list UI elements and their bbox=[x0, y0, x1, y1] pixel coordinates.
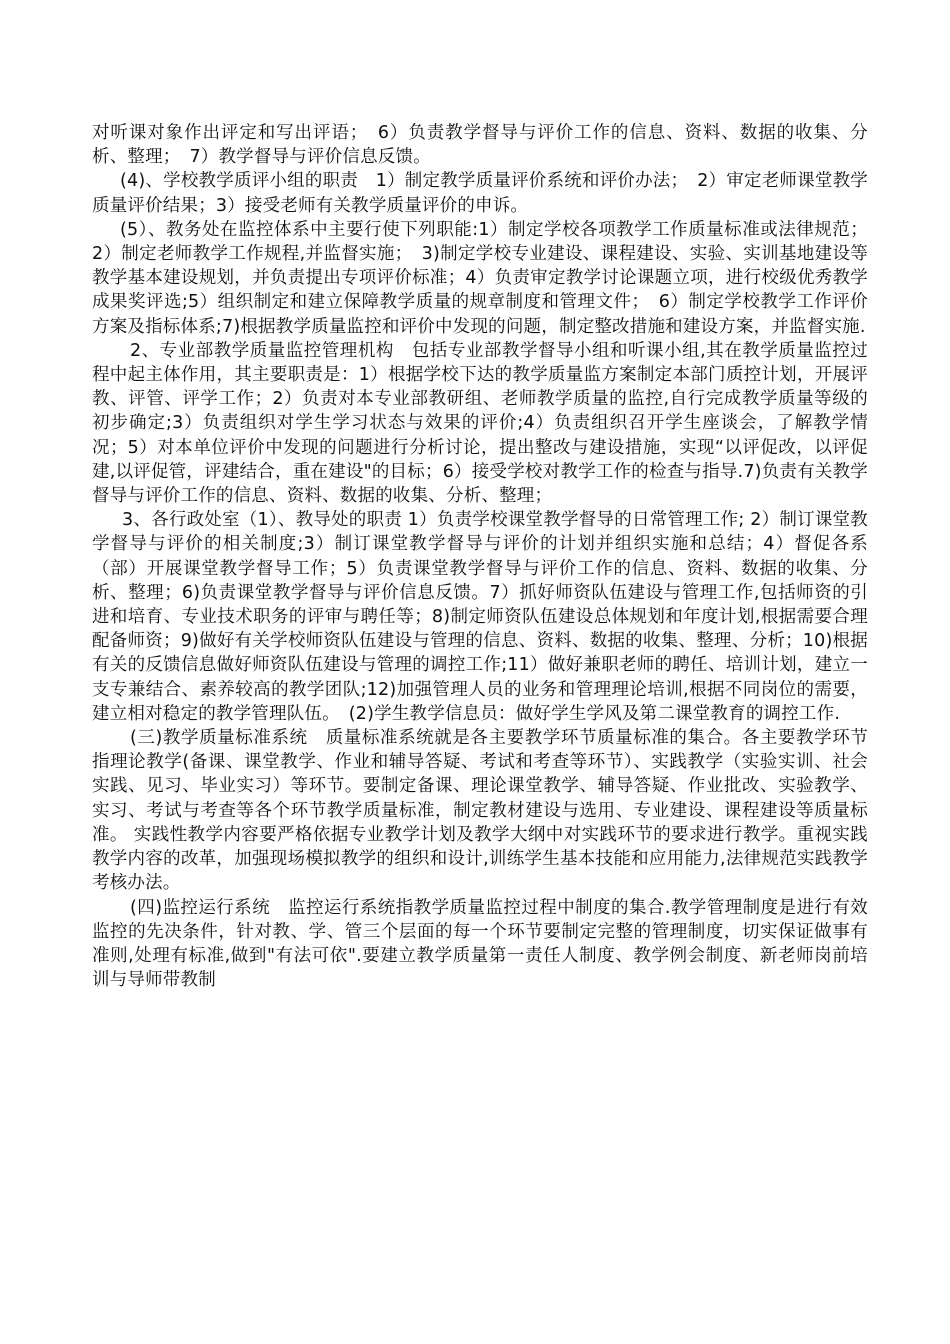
paragraph-monitoring-operation-system: (四)监控运行系统 监控运行系统指教学质量监控过程中制度的集合.教学管理制度是进行有效监控的先决条件，针对教、学、管三个层面的每一个环节要制定完整的管理制度，切实保证做事有准则,处理有标准,做到"有法可依".要建立教学质量第一责任人制度、教学例会制度、新老师岗前培训与导师带教制 bbox=[92, 897, 868, 991]
paragraph-administrative-offices: 3、各行政处室（1）、教导处的职责 1）负责学校课堂教学督导的日常管理工作; 2）制订课堂教学督导与评价的相关制度;3）制订课堂教学督导与评价的计划并组织实施和总结；4）督促各系（部）开展课堂教学督导工作；5）负责课堂教学督导与评价工作的信息、资料、数据的收集、分析、整理；6)负责课堂教学督导与评价信息反馈。7）抓好师资队伍建设与管理工作,包括师资的引进和培育、专业技术职务的评审与聘任等；8)制定师资队伍建设总体规划和年度计划,根据需要合理配备师资；9)做好有关学校师资队伍建设与管理的信息、资料、数据的收集、整理、分析；10)根据有关的反馈信息做好师资队伍建设与管理的调控工作;11）做好兼职老师的聘任、培训计划，建立一支专兼结合、素养较高的教学团队;12)加强管理人员的业务和管理理论培训,根据不同岗位的需要，建立相对稳定的教学管理队伍。 (2)学生教学信息员：做好学生学风及第二课堂教育的调控工作. bbox=[92, 510, 868, 724]
paragraph-continuation: 对听课对象作出评定和写出评语； 6）负责教学督导与评价工作的信息、资料、数据的收集、分析、整理； 7）教学督导与评价信息反馈。 bbox=[92, 123, 868, 168]
paragraph-department-monitoring: 2、专业部教学质量监控管理机构 包括专业部教学督导小组和听课小组,其在教学质量监控过程中起主体作用，其主要职责是：1）根据学校下达的教学质量监方案制定本部门质控计划，开展评教、评管、评学工作；2）负责对本专业部教研组、老师教学质量的监控,自行完成教学质量等级的初步确定;3）负责组织对学生学习状态与效果的评价;4）负责组织召开学生座谈会，了解教学情况；5）对本单位评价中发现的问题进行分析讨论，提出整改与建设措施，实现“以评促改，以评促建,以评促管，评建结合，重在建设"的目标；6）接受学校对教学工作的检查与指导.7)负责有关教学督导与评价工作的信息、资料、数据的收集、分析、整理； bbox=[92, 340, 868, 507]
document-body bbox=[92, 121, 868, 992]
paragraph-quality-group-duties: (4)、学校教学质评小组的职责 1）制定教学质量评价系统和评价办法； 2）审定老师课堂教学质量评价结果；3）接受老师有关教学质量评价的申诉。 bbox=[92, 171, 868, 216]
paragraph-quality-standard-system: (三)教学质量标准系统 质量标准系统就是各主要教学环节质量标准的集合。各主要教学环节指理论教学(备课、课堂教学、作业和辅导答疑、考试和考查等环节）、实践教学（实验实训、社会实践、见习、毕业实习）等环节。要制定备课、理论课堂教学、辅导答疑、作业批改、实验教学、实习、考试与考查等各个环节教学质量标准，制定教材建设与选用、专业建设、课程建设等质量标准。 实践性教学内容要严格依据专业教学计划及教学大纲中对实践环节的要求进行教学。重视实践教学内容的改革，加强现场模拟教学的组织和设计,训练学生基本技能和应用能力,法律规范实践教学考核办法。 bbox=[92, 728, 868, 894]
paragraph-academic-affairs-duties: (5）、教务处在监控体系中主要行使下列职能:1）制定学校各项教学工作质量标准或法律规范；2）制定老师教学工作规程,并监督实施； 3)制定学校专业建设、课程建设、实验、实训基地建设等教学基本建设规划，并负责提出专项评价标准；4）负责审定教学讨论课题立项，进行校级优秀教学成果奖评选;5）组织制定和建立保障教学质量的规章制度和管理文件； 6）制定学校教学工作评价方案及指标体系;7)根据教学质量监控和评价中发现的问题，制定整改措施和建设方案，并监督实施. bbox=[92, 219, 868, 337]
